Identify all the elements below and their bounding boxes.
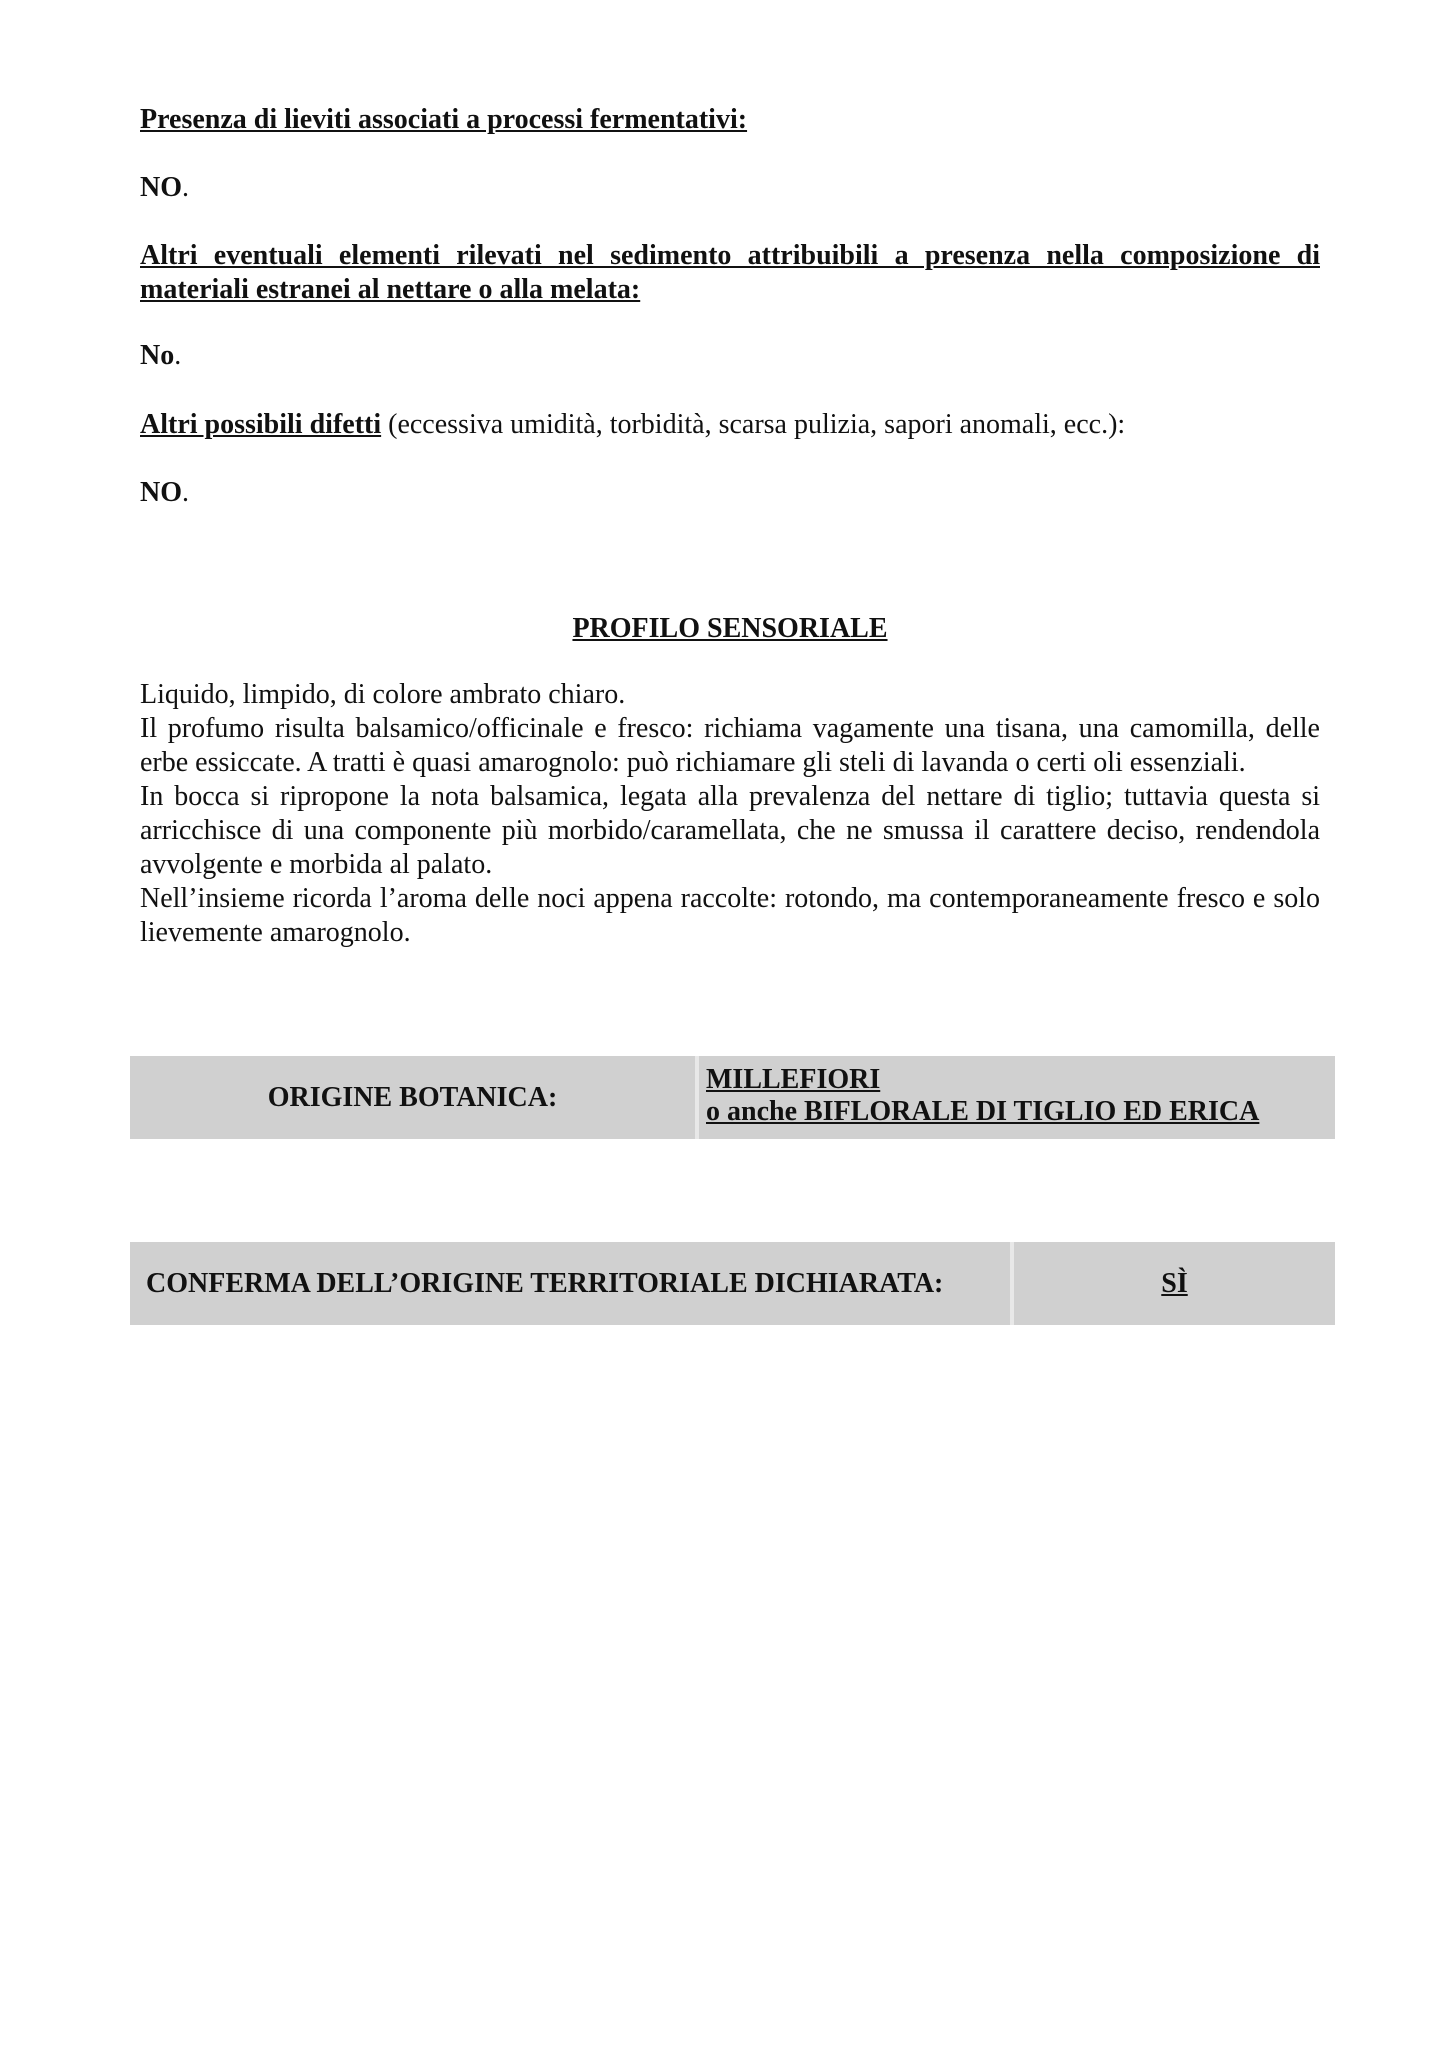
- botanical-value-line2: o anche BIFLORALE DI TIGLIO ED ERICA: [706, 1096, 1260, 1127]
- answer-strong: NO: [140, 477, 182, 508]
- answer-rest: .: [182, 477, 189, 508]
- botanical-origin-label: ORIGINE BOTANICA:: [130, 1056, 695, 1139]
- question-heading: Altri possibili difetti: [140, 409, 382, 440]
- sensory-profile-text: [140, 678, 1320, 950]
- territorial-origin-label: CONFERMA DELL’ORIGINE TERRITORIALE DICHIARATA:: [130, 1242, 1010, 1325]
- answer-defects: [140, 476, 1320, 510]
- botanical-value-line1: MILLEFIORI: [706, 1064, 881, 1095]
- question-defects: [140, 408, 1320, 442]
- territorial-origin-value: SÌ: [1014, 1242, 1335, 1325]
- profile-paragraph: Nell’insieme ricorda l’aroma delle noci appena raccolte: rotondo, ma contemporaneamente fresco e solo lievemente amarognolo.: [140, 883, 1320, 948]
- answer-yeasts: [140, 171, 1320, 205]
- question-heading: Presenza di lieviti associati a processi fermentativi:: [140, 104, 748, 135]
- profile-paragraph: In bocca si ripropone la nota balsamica, legata alla prevalenza del nettare di tiglio; tuttavia questa si arricchisce di una componente più morbido/caramellata, che ne smussa il carattere deciso, rendendola avvolgente e morbida al palato.: [140, 781, 1320, 880]
- botanical-origin-table: [130, 1056, 1335, 1139]
- answer-rest: .: [174, 340, 182, 371]
- section-title: PROFILO SENSORIALE: [572, 613, 888, 644]
- question-yeasts: [140, 103, 1320, 137]
- answer-strong: No: [140, 340, 175, 371]
- answer-foreign-materials: [140, 339, 1320, 373]
- profile-paragraph: Liquido, limpido, di colore ambrato chiaro.: [140, 679, 626, 710]
- territorial-origin-table: [130, 1242, 1335, 1325]
- answer-rest: .: [182, 172, 189, 203]
- question-heading-suffix: (eccessiva umidità, torbidità, scarsa pulizia, sapori anomali, ecc.):: [381, 409, 1126, 440]
- botanical-origin-value: [699, 1056, 1335, 1139]
- profile-paragraph: Il profumo risulta balsamico/officinale e fresco: richiama vagamente una tisana, una camomilla, delle erbe essiccate. A tratti è quasi amarognolo: può richiamare gli steli di lavanda o certi oli essenziali.: [140, 713, 1320, 778]
- answer-strong: NO: [140, 172, 182, 203]
- question-heading: Altri eventuali elementi rilevati nel sedimento attribuibili a presenza nella composizione di materiali estranei al nettare o alla melata:: [140, 240, 1320, 305]
- question-foreign-materials: [140, 239, 1320, 307]
